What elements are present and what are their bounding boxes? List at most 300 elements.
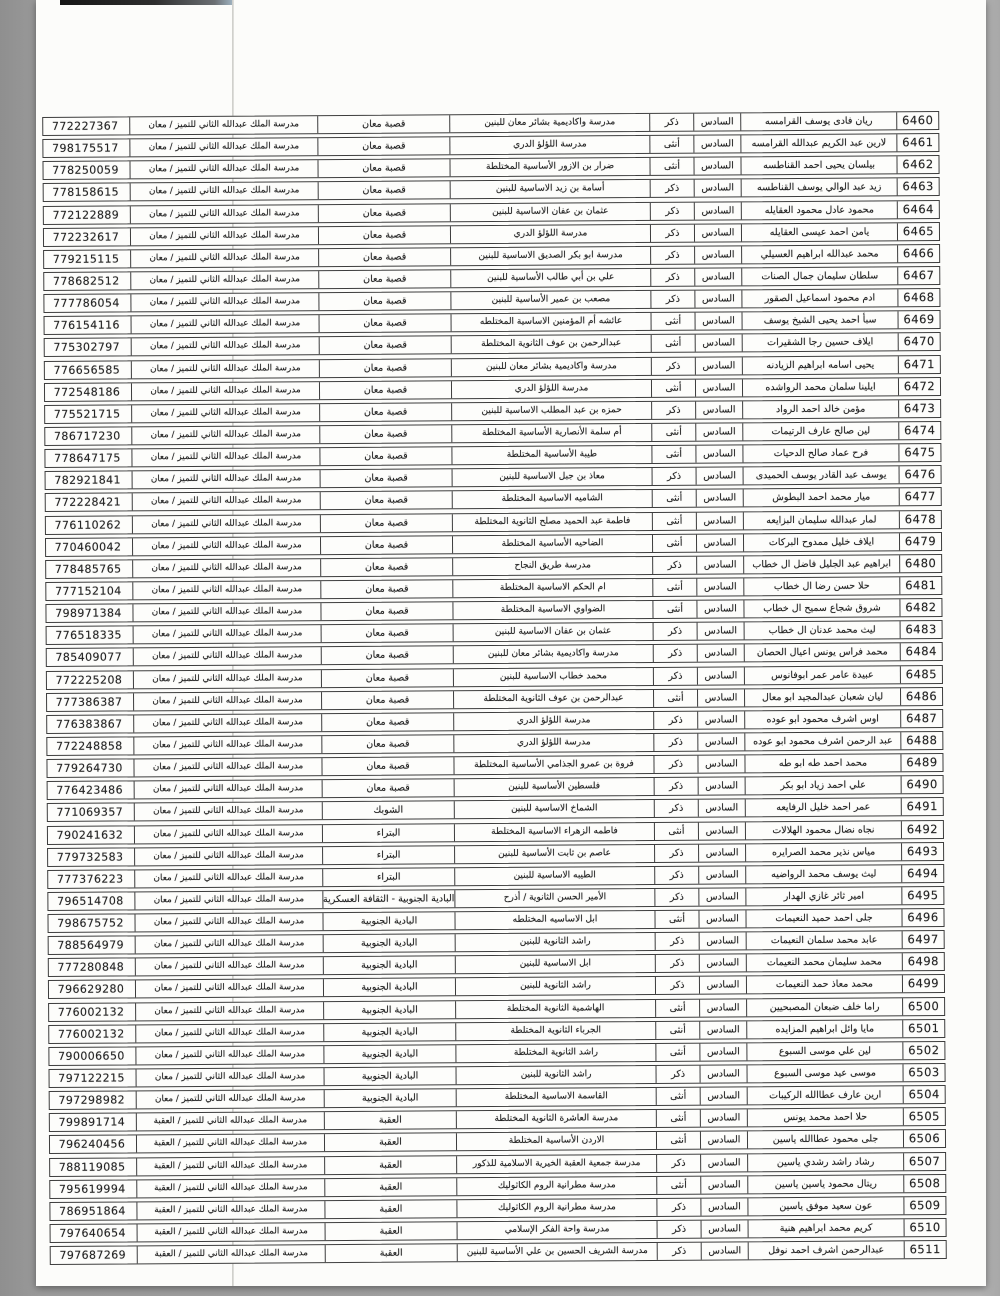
cell-student-name: مؤمن خالد احمد الرواد	[742, 400, 898, 418]
cell-phone: 796240456	[58, 1137, 126, 1152]
cell-grade: السادس	[701, 1220, 748, 1237]
cell-gender: أنثى	[654, 822, 698, 839]
table-row	[47, 797, 944, 822]
table-row	[44, 421, 941, 446]
table-row	[45, 576, 942, 601]
cell-school: مدرسة اللؤلؤ الدري	[449, 136, 649, 154]
cell-serial: 6460	[896, 112, 938, 129]
cell-excellence-school: مدرسة الملك عبدالله الثاني للتميز / معان	[130, 227, 318, 245]
table-row	[49, 1174, 946, 1199]
cell-gender: أنثى	[655, 1021, 699, 1038]
cell-serial: 6495	[901, 887, 943, 904]
cell-gender: ذكر	[657, 1221, 701, 1238]
cell-student-name: موسى عيد موسى السبوع	[746, 1064, 902, 1082]
cell-excellence-school: مدرسة الملك عبدالله الثاني للتميز / العقبة	[137, 1245, 325, 1263]
cell-excellence-school: مدرسة الملك عبدالله الثاني للتميز / العقبة	[136, 1179, 324, 1197]
table-row	[47, 864, 944, 889]
table-row	[46, 620, 943, 645]
cell-excellence-school: مدرسة الملك عبدالله الثاني للتميز / معان	[131, 360, 319, 378]
cell-district: قصبة معان	[321, 625, 453, 643]
cell-gender: أنثى	[652, 512, 696, 529]
cell-school: مدرسة طريق النجاح	[452, 557, 652, 575]
cell-gender: ذكر	[653, 667, 697, 684]
cell-excellence-school: مدرسة الملك عبدالله الثاني للتميز / معان	[132, 515, 320, 533]
table-row	[49, 1107, 946, 1132]
cell-school: مدرسة اللؤلؤ الدري	[453, 712, 653, 730]
cell-gender: ذكر	[656, 1154, 700, 1171]
cell-phone: 790006650	[58, 1049, 125, 1063]
cell-excellence-school: مدرسة الملك عبدالله الثاني للتميز / معان	[134, 803, 322, 821]
cell-district: البادية الجنوبية	[323, 1001, 455, 1019]
cell-serial: 6508	[903, 1175, 945, 1192]
cell-student-name: عبدالرحمن اشرف احمد نوفل	[748, 1241, 904, 1259]
cell-phone: 776154116	[53, 318, 120, 333]
cell-district: قصبة معان	[319, 425, 451, 443]
cell-excellence-school: مدرسة الملك عبدالله الثاني للتميز / معان	[135, 935, 323, 953]
cell-phone: 776383867	[55, 717, 123, 731]
cell-grade: السادس	[701, 1243, 748, 1260]
cell-excellence-school: مدرسة الملك عبدالله الثاني للتميز / معان	[133, 648, 321, 666]
cell-student-name: محمد سليمان محمد النعيمات	[746, 954, 902, 972]
cell-phone: 779264730	[56, 761, 123, 775]
cell-serial: 6483	[900, 621, 942, 638]
cell-excellence-school: مدرسة الملك عبدالله الثاني للتميز / معان	[135, 1046, 323, 1064]
cell-district: العقبة	[325, 1222, 457, 1240]
cell-phone: 775302797	[53, 340, 121, 355]
cell-excellence-school: مدرسة الملك عبدالله الثاني للتميز / معان	[132, 603, 320, 621]
cell-school: الشاميه الاساسية المختلطة	[452, 490, 652, 508]
cell-grade: السادس	[696, 600, 743, 617]
cell-student-name: ايلينا سلمان محمد الرواشده	[742, 378, 898, 396]
cell-district: قصبة معان	[317, 160, 449, 178]
cell-gender: أنثى	[651, 335, 695, 352]
cell-student-name: حلا احمد محمد يونس	[747, 1109, 903, 1127]
cell-student-name: شروق شجاع سميح ال خطاب	[743, 599, 899, 617]
cell-phone: 776423486	[56, 783, 123, 798]
cell-excellence-school: مدرسة الملك عبدالله الثاني للتميز / معان	[135, 957, 323, 975]
cell-gender: أنثى	[656, 1132, 700, 1149]
cell-student-name: ايلاف حسين رجا الشقيرات	[742, 334, 898, 352]
cell-district: قصبة معان	[319, 315, 451, 333]
cell-phone: 786717230	[53, 429, 121, 443]
cell-district: قصبة معان	[320, 602, 452, 620]
table-row	[42, 111, 939, 136]
cell-excellence-school: مدرسة الملك عبدالله الثاني للتميز / العقبة	[136, 1157, 324, 1175]
cell-grade: السادس	[697, 755, 744, 772]
cell-grade: السادس	[695, 313, 742, 330]
cell-gender: ذكر	[650, 247, 694, 264]
cell-excellence-school: مدرسة الملك عبدالله الثاني للتميز / معان	[129, 138, 317, 156]
cell-student-name: ريان فادى يوسف القرامسه	[740, 112, 896, 130]
cell-gender: ذكر	[655, 955, 699, 972]
cell-student-name: محمد معاذ حمد النعيمات	[746, 976, 902, 994]
cell-district: قصبة معان	[320, 514, 452, 532]
cell-student-name: ليث يوسف محمد الرواضيه	[745, 865, 901, 883]
cell-gender: ذكر	[651, 357, 695, 374]
cell-school: الجرباء الثانوية المختلطة	[455, 1022, 655, 1040]
cell-student-name: اوس اشرف محمود ابو عوده	[744, 710, 900, 728]
table-row	[43, 177, 940, 202]
cell-serial: 6465	[897, 223, 939, 240]
cell-grade: السادس	[695, 357, 742, 374]
cell-school: علي بن أبي طالب الأساسية للبنين	[450, 269, 650, 287]
cell-district: قصبة معان	[318, 270, 450, 288]
cell-student-name: لمار عبدالله سليمان البزايعه	[743, 511, 899, 529]
cell-school: الطيبه الاساسية للبنين	[454, 867, 654, 885]
cell-district: البتراء	[322, 846, 454, 864]
table-row	[46, 753, 943, 778]
cell-phone: 776002132	[57, 1005, 125, 1019]
cell-district: البادية الجنوبية	[324, 1089, 456, 1107]
table-row	[50, 1240, 947, 1265]
cell-grade: السادس	[700, 1176, 747, 1193]
cell-district: قصبة معان	[321, 691, 453, 709]
table-row	[46, 731, 943, 756]
cell-excellence-school: مدرسة الملك عبدالله الثاني للتميز / معان	[135, 1002, 323, 1020]
cell-student-name: يامن احمد عيسى العقايله	[741, 223, 897, 241]
cell-excellence-school: مدرسة الملك عبدالله الثاني للتميز / معان	[134, 780, 322, 798]
cell-student-name: ريتال محمود ياسين ياسين	[747, 1175, 903, 1193]
cell-district: قصبة معان	[320, 536, 452, 554]
table-row	[50, 1218, 947, 1243]
cell-grade: السادس	[694, 290, 741, 307]
cell-grade: السادس	[694, 246, 741, 263]
cell-grade: السادس	[700, 1154, 747, 1171]
cell-school: راشد الثانوية للبنين	[455, 933, 655, 951]
table-row	[44, 310, 941, 335]
cell-district: قصبة معان	[318, 292, 450, 310]
cell-gender: ذكر	[654, 889, 698, 906]
cell-school: عائشه أم المؤمنين الاساسية المختلطه	[451, 313, 651, 331]
cell-grade: السادس	[697, 623, 744, 640]
cell-phone: 772232617	[52, 230, 120, 244]
cell-grade: السادس	[696, 490, 743, 507]
cell-serial: 6471	[898, 356, 940, 373]
cell-excellence-school: مدرسة الملك عبدالله الثاني للتميز / معان	[131, 338, 319, 356]
cell-gender: أنثى	[651, 379, 695, 396]
cell-gender: ذكر	[653, 711, 697, 728]
cell-phone: 778647175	[54, 451, 121, 466]
cell-serial: 6476	[899, 466, 941, 483]
cell-district: قصبة معان	[321, 713, 453, 731]
cell-school: أم سلمة الأنصارية الأساسية المختلطة	[451, 424, 651, 442]
table-row	[48, 997, 945, 1022]
cell-school: القاسمة الاساسية المختلطة	[456, 1088, 656, 1106]
cell-excellence-school: مدرسة الملك عبدالله الثاني للتميز / معان	[131, 382, 319, 400]
cell-gender: أنثى	[651, 313, 695, 330]
cell-district: العقبة	[324, 1178, 456, 1196]
cell-student-name: عون سعيد موفق ياسين	[747, 1197, 903, 1215]
cell-phone: 778682512	[52, 274, 120, 288]
cell-phone: 788564979	[57, 938, 125, 953]
cell-serial: 6490	[901, 776, 943, 793]
cell-serial: 6469	[898, 311, 940, 328]
cell-district: البتراء	[322, 824, 454, 842]
cell-gender: أنثى	[652, 579, 696, 596]
cell-phone: 795619994	[58, 1182, 126, 1196]
cell-grade: السادس	[698, 910, 745, 927]
cell-school: مصعب بن عمير الأساسية للبنين	[450, 291, 650, 309]
cell-student-name: ابراهيم عبد الجليل فاضل ال خطاب	[743, 555, 899, 573]
cell-excellence-school: مدرسة الملك عبدالله الثاني للتميز / العقبة	[137, 1223, 325, 1241]
cell-excellence-school: مدرسة الملك عبدالله الثاني للتميز / معان	[132, 581, 320, 599]
cell-excellence-school: مدرسة الملك عبدالله الثاني للتميز / معان	[129, 160, 317, 178]
cell-grade: السادس	[695, 423, 742, 440]
cell-excellence-school: مدرسة الملك عبدالله الثاني للتميز / معان	[130, 249, 318, 267]
cell-school: مدرسة جمعية العقبة الخيرية الاسلامية للذكور	[456, 1155, 656, 1173]
cell-student-name: كريم محمد ابراهيم هنية	[748, 1219, 904, 1237]
cell-excellence-school: مدرسة الملك عبدالله الثاني للتميز / معان	[134, 913, 322, 931]
cell-serial: 6486	[900, 688, 942, 705]
cell-serial: 6499	[902, 976, 944, 993]
cell-phone: 775521715	[53, 407, 121, 421]
cell-gender: أنثى	[655, 1044, 699, 1061]
cell-serial: 6480	[899, 555, 941, 572]
cell-school: معاذ بن جبل الاساسية للبنين	[452, 468, 652, 486]
cell-district: البادية الجنوبية	[323, 934, 455, 952]
cell-serial: 6506	[903, 1130, 945, 1147]
cell-gender: أنثى	[651, 424, 695, 441]
table-row	[47, 842, 944, 867]
cell-phone: 786951864	[59, 1204, 126, 1218]
table-row	[45, 532, 942, 557]
cell-district: قصبة معان	[321, 757, 453, 775]
cell-student-name: ليان شعبان عبدالمجيد ابو معال	[744, 688, 900, 706]
cell-phone: 776656585	[53, 363, 121, 377]
cell-gender: أنثى	[652, 490, 696, 507]
cell-excellence-school: مدرسة الملك عبدالله الثاني للتميز / معان	[133, 692, 321, 710]
cell-district: العقبة	[324, 1156, 456, 1174]
cell-district: البتراء	[322, 868, 454, 886]
cell-serial: 6502	[902, 1042, 944, 1059]
cell-district: العقبة	[325, 1244, 457, 1262]
cell-gender: أنثى	[652, 601, 696, 618]
cell-grade: السادس	[694, 180, 741, 197]
table-row	[47, 886, 944, 911]
cell-school: مدرسة واكاديمية بشائر معان للبنين	[449, 114, 649, 132]
cell-grade: السادس	[695, 335, 742, 352]
cell-grade: السادس	[696, 578, 743, 595]
cell-gender: أنثى	[655, 999, 699, 1016]
cell-school: راشد الثانوية للبنين	[456, 1066, 656, 1084]
cell-serial: 6492	[901, 821, 943, 838]
cell-excellence-school: مدرسة الملك عبدالله الثاني للتميز / معان	[134, 847, 322, 865]
cell-district: قصبة معان	[317, 115, 449, 133]
cell-excellence-school: مدرسة الملك عبدالله الثاني للتميز / معان	[134, 891, 322, 909]
cell-excellence-school: مدرسة الملك عبدالله الثاني للتميز / معان	[131, 426, 319, 444]
cell-serial: 6511	[904, 1241, 946, 1258]
cell-district: قصبة معان	[321, 669, 453, 687]
cell-phone: 797298982	[58, 1093, 126, 1108]
cell-district: البادية الجنوبية - الثقافة العسكرية	[322, 890, 454, 908]
cell-excellence-school: مدرسة الملك عبدالله الثاني للتميز / العقبة	[136, 1135, 324, 1153]
cell-gender: ذكر	[652, 556, 696, 573]
cell-phone: 797640654	[59, 1226, 126, 1240]
table-row	[49, 1152, 946, 1177]
cell-gender: أنثى	[651, 446, 695, 463]
cell-phone: 776002132	[57, 1027, 125, 1041]
cell-excellence-school: مدرسة الملك عبدالله الثاني للتميز / معان	[135, 980, 323, 998]
cell-serial: 6472	[898, 378, 940, 395]
cell-school: مدرسة اللؤلؤ الدري	[453, 734, 653, 752]
cell-student-name: بيلسان يحيى احمد القناطسه	[740, 157, 896, 175]
cell-district: قصبة معان	[317, 137, 449, 155]
cell-grade: السادس	[699, 1021, 746, 1038]
cell-serial: 6500	[902, 998, 944, 1015]
cell-phone: 798175517	[52, 141, 119, 156]
cell-district: قصبة معان	[318, 204, 450, 222]
cell-school: مدرسة اللؤلؤ الدري	[451, 380, 651, 398]
cell-student-name: يوسف عبد القادر يوسف الحميدى	[743, 467, 899, 485]
cell-gender: أنثى	[656, 1088, 700, 1105]
cell-phone: 797687269	[59, 1248, 127, 1263]
table-row	[49, 1085, 946, 1110]
cell-school: طيبة الأساسية المختلطة	[451, 446, 651, 464]
cell-gender: ذكر	[650, 202, 694, 219]
cell-phone: 799891714	[58, 1115, 126, 1130]
cell-district: قصبة معان	[319, 447, 451, 465]
cell-gender: ذكر	[654, 844, 698, 861]
table-row	[44, 332, 941, 357]
cell-grade: السادس	[697, 711, 744, 728]
cell-excellence-school: مدرسة الملك عبدالله الثاني للتميز / معان	[130, 293, 318, 311]
cell-serial: 6487	[900, 710, 942, 727]
cell-district: قصبة معان	[319, 381, 451, 399]
cell-phone: 778250059	[52, 163, 119, 178]
cell-serial: 6473	[898, 400, 940, 417]
cell-serial: 6479	[899, 533, 941, 550]
cell-phone: 772227367	[51, 119, 119, 133]
cell-grade: السادس	[694, 202, 741, 219]
cell-district: الشوبك	[322, 802, 454, 820]
cell-phone: 796629280	[57, 982, 125, 997]
table-row	[49, 1129, 946, 1154]
table-row	[48, 930, 945, 955]
cell-serial: 6477	[899, 488, 941, 505]
cell-district: قصبة معان	[319, 403, 451, 421]
cell-gender: ذكر	[650, 291, 694, 308]
cell-school: ضرار بن الازور الأساسية المختلطة	[449, 158, 649, 176]
cell-serial: 6484	[900, 643, 942, 660]
cell-gender: ذكر	[652, 468, 696, 485]
cell-serial: 6491	[901, 798, 943, 815]
student-roster-table	[42, 111, 947, 1268]
cell-excellence-school: مدرسة الملك عبدالله الثاني للتميز / معان	[136, 1068, 324, 1086]
cell-gender: ذكر	[651, 401, 695, 418]
table-row	[45, 598, 942, 623]
scan-artifact-top-bar	[60, 0, 232, 5]
cell-excellence-school: مدرسة الملك عبدالله الثاني للتميز / معان	[132, 537, 320, 555]
cell-school: الاردن الأساسية المختلطة	[456, 1132, 656, 1150]
cell-grade: السادس	[695, 379, 742, 396]
cell-grade: السادس	[700, 1198, 747, 1215]
cell-phone: 779732583	[56, 850, 124, 864]
cell-school: عثمان بن عفان الاساسية للبنين	[453, 623, 653, 641]
cell-district: العقبة	[324, 1200, 456, 1218]
cell-gender: ذكر	[650, 180, 694, 197]
cell-grade: السادس	[694, 268, 741, 285]
cell-gender: ذكر	[653, 756, 697, 773]
cell-phone: 798675752	[57, 916, 124, 930]
cell-gender: ذكر	[650, 224, 694, 241]
cell-serial: 6488	[900, 732, 942, 749]
cell-excellence-school: مدرسة الملك عبدالله الثاني للتميز / معان	[132, 493, 320, 511]
table-row	[43, 266, 940, 291]
cell-student-name: ميار محمد احمد البطوش	[743, 489, 899, 507]
cell-grade: السادس	[698, 822, 745, 839]
table-row	[43, 222, 940, 247]
cell-district: قصبة معان	[318, 182, 450, 200]
cell-school: حمزه بن عبد المطلب الاساسية للبنين	[451, 402, 651, 420]
cell-district: البادية الجنوبية	[322, 912, 454, 930]
cell-grade: السادس	[696, 556, 743, 573]
cell-student-name: ارين عارف عطاالله الركيبات	[747, 1086, 903, 1104]
cell-excellence-school: مدرسة الملك عبدالله الثاني للتميز / معان	[131, 448, 319, 466]
cell-serial: 6510	[904, 1219, 946, 1236]
cell-serial: 6462	[896, 156, 938, 173]
cell-school: مدرسة ابو بكر الصديق الاساسية للبنين	[450, 247, 650, 265]
cell-district: قصبة معان	[321, 735, 453, 753]
cell-serial: 6470	[898, 333, 940, 350]
table-row	[45, 465, 942, 490]
cell-school: فروة بن عمرو الجذامي الأساسية المختلطة	[453, 756, 653, 774]
cell-serial: 6509	[903, 1197, 945, 1214]
cell-serial: 6463	[897, 178, 939, 195]
cell-grade: السادس	[697, 733, 744, 750]
cell-excellence-school: مدرسة الملك عبدالله الثاني للتميز / معان	[136, 1090, 324, 1108]
cell-student-name: سلطان سليمان جمال الصنات	[741, 267, 897, 285]
cell-serial: 6485	[900, 666, 942, 683]
cell-school: ابل الاساسيه المختلطه	[454, 911, 654, 929]
table-row	[45, 554, 942, 579]
cell-grade: السادس	[698, 888, 745, 905]
table-row	[48, 1019, 945, 1044]
cell-serial: 6481	[899, 577, 941, 594]
cell-excellence-school: مدرسة الملك عبدالله الثاني للتميز / معان	[133, 736, 321, 754]
cell-gender: ذكر	[650, 269, 694, 286]
cell-serial: 6482	[899, 599, 941, 616]
cell-excellence-school: مدرسة الملك عبدالله الثاني للتميز / معان	[131, 315, 319, 333]
cell-grade: السادس	[695, 445, 742, 462]
cell-school: مدرسة واكاديمية بشائر معان للبنين	[453, 645, 653, 663]
cell-student-name: محمد احمد طه ابو طه	[744, 754, 900, 772]
cell-gender: ذكر	[654, 866, 698, 883]
table-row	[47, 820, 944, 845]
cell-district: البادية الجنوبية	[323, 957, 455, 975]
cell-grade: السادس	[699, 999, 746, 1016]
cell-excellence-school: مدرسة الملك عبدالله الثاني للتميز / معان	[134, 825, 322, 843]
cell-student-name: لارين عبد الكريم عبدالله القرامسه	[740, 134, 896, 152]
cell-phone: 772548186	[53, 385, 121, 399]
table-row	[45, 510, 942, 535]
cell-excellence-school: مدرسة الملك عبدالله الثاني للتميز / معان	[133, 670, 321, 688]
cell-district: قصبة معان	[321, 647, 453, 665]
cell-serial: 6501	[902, 1020, 944, 1037]
cell-student-name: جلى احمد حميد النعيمات	[745, 909, 901, 927]
cell-phone: 777786054	[53, 296, 120, 311]
cell-student-name: حلا حسن رضا ال خطاب	[743, 577, 899, 595]
cell-student-name: علي احمد زياد ابو بكر	[745, 777, 901, 795]
cell-excellence-school: مدرسة الملك عبدالله الثاني للتميز / معان	[130, 271, 318, 289]
cell-school: ابل الاساسية للبنين	[455, 955, 655, 973]
cell-gender: أنثى	[656, 1176, 700, 1193]
cell-school: فاطمه الزهراء الاساسية المختلطة	[454, 822, 654, 840]
cell-grade: السادس	[698, 800, 745, 817]
cell-serial: 6504	[903, 1086, 945, 1103]
cell-phone: 776518335	[55, 628, 122, 643]
cell-gender: ذكر	[656, 1199, 700, 1216]
cell-grade: السادس	[700, 1132, 747, 1149]
